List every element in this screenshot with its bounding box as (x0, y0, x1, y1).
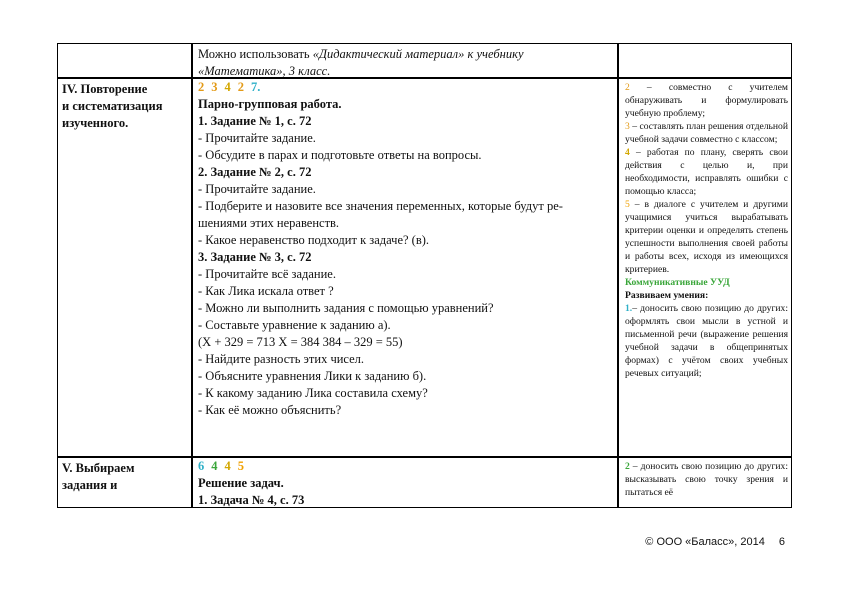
row2-content-cell (193, 458, 617, 508)
task-line: - Как Лика искала ответ ? (198, 284, 334, 298)
uud-text: – в диалоге с учителем и другими учащимися учиться вырабатывать критерии оценки и определять степень успешности выполнения своей работы и работы всех, исходя из имеющихся критериев. (625, 199, 788, 275)
row0-line1 (198, 46, 612, 63)
task-line: - Прочитайте всё задание. (198, 267, 336, 281)
task-line: - Какое неравенство подходит к задаче? (в). (198, 233, 430, 247)
uud-number: 4 (625, 147, 630, 158)
row0-stage-cell (58, 44, 191, 77)
task-heading: 1. Задание № 1, с. 72 (198, 114, 312, 128)
task-line: - Подберите и назовите все значения переменных, которые будут ре- (198, 199, 563, 213)
lesson-table (57, 43, 792, 508)
uud-item (625, 460, 788, 499)
uud-text: – совместно с учителем обнаруживать и формулировать учебную проблему; (625, 82, 788, 119)
step-number: 5 (237, 459, 244, 473)
uud-item (625, 198, 788, 276)
uud-number: 2 (625, 461, 630, 472)
uud-text: – работая по плану, сверять свои действия с целью и, при необходимости, исправлять ошибки с помощью класса; (625, 147, 788, 197)
task-line: - Как её можно объяснить? (198, 403, 342, 417)
uud-number: 3 (625, 121, 630, 132)
task-heading: 2. Задание № 2, с. 72 (198, 165, 312, 179)
stage-title-line: задания и (62, 478, 118, 492)
task-line: - Объясните уравнения Лики к заданию б). (198, 369, 427, 383)
task-heading: 3. Задание № 3, с. 72 (198, 250, 312, 264)
row2-uud-cell (619, 458, 792, 508)
step-number: 6 (198, 459, 205, 473)
row1-content-cell (193, 79, 617, 456)
stage-title-line: изученного. (62, 116, 129, 130)
stage-title-line: и систематизация (62, 99, 163, 113)
task-line: - К какому заданию Лика составила схему? (198, 386, 428, 400)
page-number: 6 (778, 536, 785, 548)
stage-title-line: IV. Повторение (62, 82, 148, 96)
task-line: - Обсудите в парах и подготовьте ответы на вопросы. (198, 148, 482, 162)
uud-heading: Коммуникативные УУД (625, 277, 730, 288)
uud-text: – составлять план решения отдельной учебной задачи совместно с классом; (625, 121, 788, 145)
uud-number: 5 (625, 199, 630, 210)
task-line: - Прочитайте задание. (198, 182, 316, 196)
copyright-text: © ООО «Баласс», 2014 (645, 536, 765, 548)
uud-text: – доносить свою позицию до других: высказывать свою точку зрения и пытаться её (625, 461, 788, 498)
task-heading: Решение задач. (198, 476, 284, 490)
uud-item (625, 146, 788, 198)
stage-title-line: V. Выбираем (62, 461, 135, 475)
step-numbers (198, 458, 612, 475)
step-number: 4 (224, 80, 231, 94)
uud-number: 1. (625, 303, 633, 314)
task-line: - Можно ли выполнить задания с помощью уравнений? (198, 301, 494, 315)
uud-item (625, 302, 788, 380)
row0-uud-cell (619, 44, 792, 77)
row0-italic-text: «Дидактический материал» к учебнику (312, 47, 524, 61)
task-line: - Найдите разность этих чисел. (198, 352, 365, 366)
page-footer (645, 536, 785, 548)
task-line: - Прочитайте задание. (198, 131, 316, 145)
uud-item (625, 81, 788, 120)
task-heading: 1. Задача № 4, с. 73 (198, 493, 305, 507)
task-line: - Составьте уравнение к заданию а). (198, 318, 391, 332)
step-number: 2 (237, 80, 244, 94)
uud-text: – доносить свою позицию до других: оформлять свои мысли в устной и письменной речи (выражение решения учебной задачи в общепринятых формах) с учётом своих учебных речевых ситуаций; (625, 303, 788, 379)
step-number: 4 (224, 459, 231, 473)
step-number: 4 (211, 459, 218, 473)
uud-item (625, 120, 788, 146)
step-number: 7. (251, 80, 261, 94)
task-line: шениями этих неравенств. (198, 216, 340, 230)
work-form-heading: Парно-групповая работа. (198, 97, 342, 111)
step-numbers (198, 79, 612, 96)
step-number: 2 (198, 80, 205, 94)
row2-stage-cell (58, 458, 191, 508)
row1-stage-cell (58, 79, 191, 456)
row0-plain-text: Можно использовать (198, 47, 313, 61)
uud-number: 2 (625, 82, 630, 93)
uud-subheading: Развиваем умения: (625, 290, 709, 301)
row1-uud-cell (619, 79, 792, 456)
step-number: 3 (211, 80, 218, 94)
row0-line2: «Математика», 3 класс. (198, 64, 331, 77)
row0-content-cell (193, 44, 617, 77)
equation-line: (Х + 329 = 713 Х = 384 384 – 329 = 55) (198, 335, 403, 349)
